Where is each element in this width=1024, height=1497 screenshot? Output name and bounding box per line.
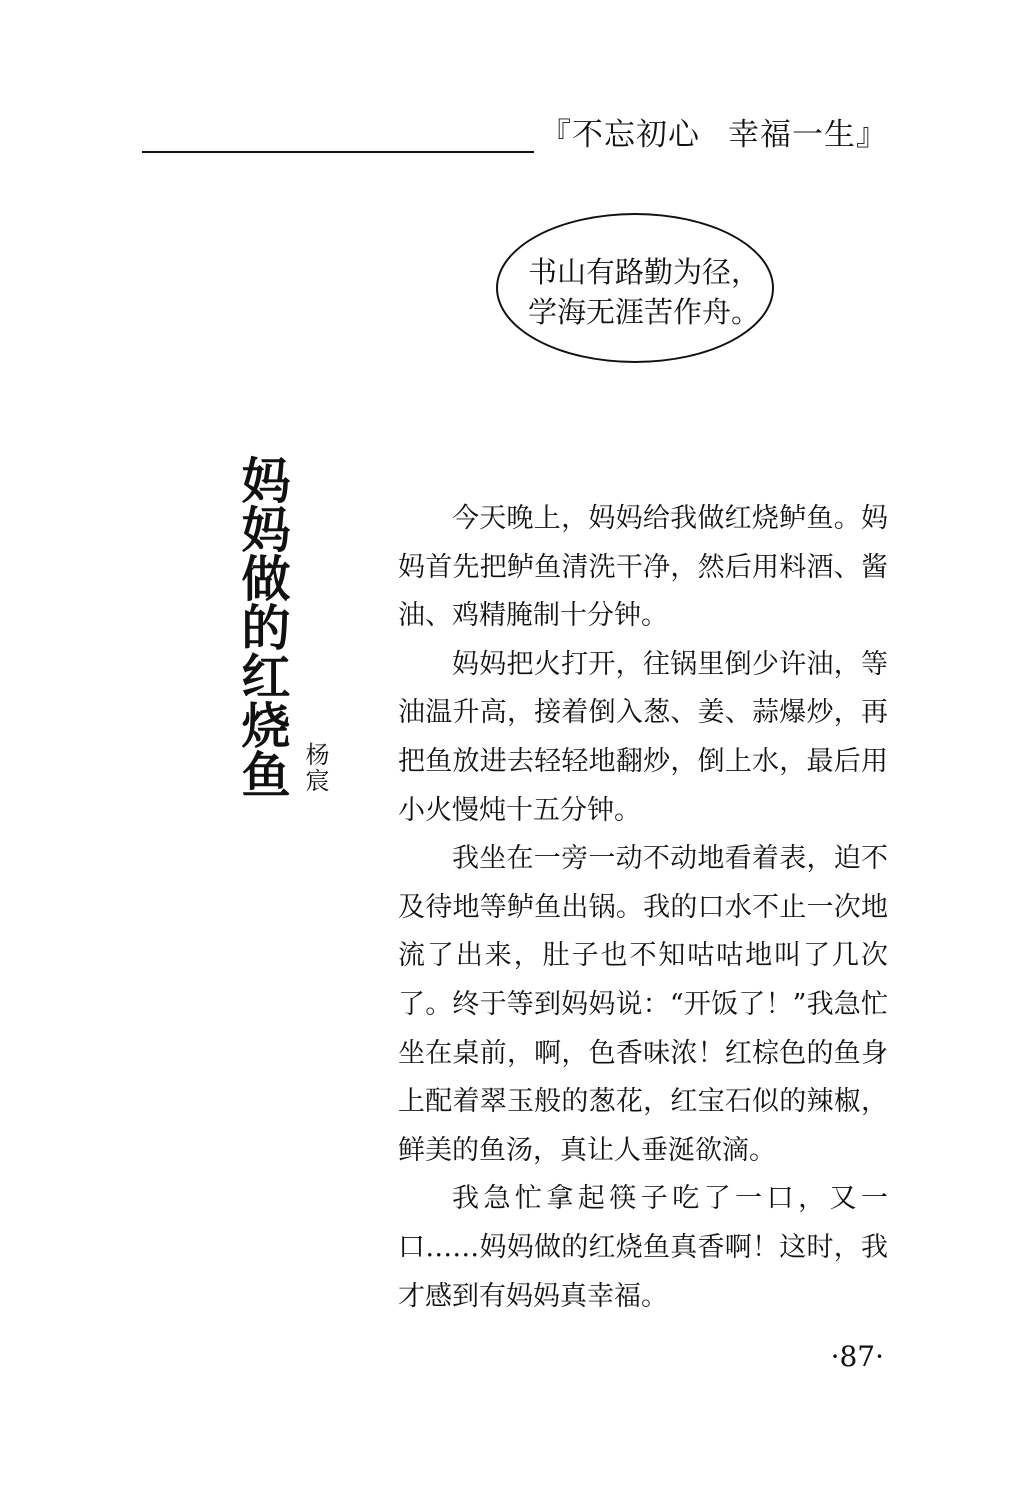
paragraph-3: 我坐在一旁一动不动地看着表，迫不及待地等鲈鱼出锅。我的口水不止一次地流了出来，肚子也不知咕咕地叫了几次了。终于等到妈妈说：“开饭了！”我急忙坐在桌前，啊，色香味浓！红棕色的鱼身上配着翠玉般的葱花，红宝石似的辣椒，鲜美的鱼汤，真让人垂涎欲滴。 — [398, 843, 888, 1166]
header-close-bracket: 』 — [856, 117, 888, 153]
article-body — [398, 495, 888, 1321]
motto — [528, 252, 760, 332]
running-header — [534, 117, 888, 153]
page-number: ·87· — [830, 1340, 884, 1373]
header-open-bracket: 『 — [540, 117, 572, 153]
header-part1: 不忘初心 — [572, 117, 700, 153]
paragraph-2: 妈妈把火打开，往锅里倒少许油，等油温升高，接着倒入葱、姜、蒜爆炒，再把鱼放进去轻轻地翻炒，倒上水，最后用小火慢炖十五分钟。 — [398, 648, 888, 826]
motto-line-2: 学海无涯苦作舟。 — [528, 295, 761, 329]
paragraph-1: 今天晚上，妈妈给我做红烧鲈鱼。妈妈首先把鲈鱼清洗干净，然后用料酒、酱油、鸡精腌制十分钟。 — [398, 503, 888, 632]
article-title: 妈妈做的红烧鱼 — [234, 455, 291, 798]
header-part2: 幸福一生 — [728, 117, 856, 153]
paragraph-4: 我急忙拿起筷子吃了一口，又一口……妈妈做的红烧鱼真香啊！这时，我才感到有妈妈真幸福。 — [398, 1183, 888, 1312]
motto-line-1: 书山有路勤为径， — [528, 255, 761, 289]
article-author: 杨宸 — [301, 742, 329, 794]
